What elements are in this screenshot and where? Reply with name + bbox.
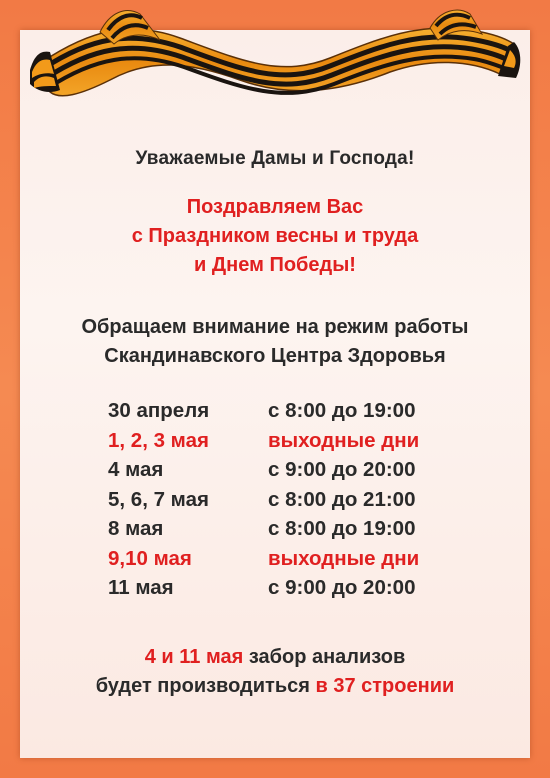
schedule-row-holiday (108, 429, 508, 459)
st-george-ribbon-icon (30, 0, 522, 120)
schedule-table (108, 399, 508, 606)
schedule-row (108, 576, 508, 606)
schedule-row-holiday (108, 547, 508, 577)
greeting-heading: Уважаемые Дамы и Господа! (135, 148, 415, 169)
schedule-hours: с 9:00 до 20:00 (268, 576, 416, 599)
lab-dates: 4 и 11 мая (144, 646, 244, 668)
congrats-line: Поздравляем Вас (186, 196, 364, 218)
schedule-hours: с 8:00 до 21:00 (268, 487, 416, 511)
lab-tests-notice (0, 643, 550, 701)
schedule-hours: выходные дни (268, 428, 420, 452)
schedule-date: 4 мая (108, 458, 164, 481)
lab-text: забор анализов (243, 646, 406, 668)
schedule-date: 1, 2, 3 мая (108, 428, 209, 452)
footer-line-1 (0, 643, 550, 672)
schedule-date: 5, 6, 7 мая (108, 487, 209, 511)
schedule-hours: с 8:00 до 19:00 (268, 399, 416, 422)
schedule-notice (0, 313, 550, 371)
schedule-row (108, 517, 508, 547)
notice-line: Обращаем внимание на режим работы (81, 316, 469, 338)
schedule-date: 8 мая (108, 517, 164, 540)
footer-line-2 (0, 672, 550, 701)
schedule-hours: выходные дни (268, 546, 420, 570)
notice-line: Скандинавского Центра Здоровья (104, 345, 446, 367)
lab-building: в 37 строении (315, 675, 455, 697)
schedule-date: 11 мая (108, 576, 174, 599)
congrats-line: и Днем Победы! (194, 254, 356, 276)
schedule-date: 9,10 мая (108, 546, 192, 570)
congrats-line: с Праздником весны и труда (131, 225, 419, 247)
congratulations-text (0, 193, 550, 280)
schedule-row (108, 458, 508, 488)
lab-text: будет производиться (95, 675, 316, 697)
schedule-hours: с 9:00 до 20:00 (268, 458, 416, 481)
schedule-row (108, 399, 508, 429)
schedule-date: 30 апреля (108, 399, 210, 422)
schedule-row (108, 488, 508, 518)
schedule-hours: с 8:00 до 19:00 (268, 517, 416, 540)
